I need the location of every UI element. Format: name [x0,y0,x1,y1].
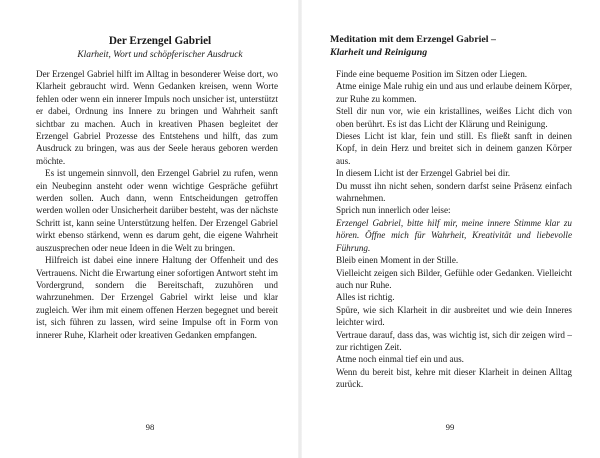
meditation-line: Finde eine bequeme Position im Sitzen oder Liegen. [336,69,528,79]
meditation-text [336,68,572,391]
book-gutter [298,0,302,458]
meditation-subtitle: Klarheit und Reinigung [330,46,428,58]
prayer-line: Erzengel Gabriel, bitte hilf mir, meine innere Stimme klar zu hören. Öffne mich für Wahrheit, Kreativität und liebevolle Führung. [336,217,572,253]
meditation-line: Du musst ihn nicht sehen, sondern darfst seine Präsenz einfach wahrnehmen. [336,180,572,204]
chapter-title: Der Erzengel Gabriel [108,35,212,47]
meditation-line: Wenn du bereit bist, kehre mit dieser Klarheit in deinen Alltag zurück. [336,366,572,390]
meditation-title: Meditation mit dem Erzengel Gabriel – [330,34,496,45]
meditation-line: Dieses Licht ist klar, fein und still. Es fließt sanft in deinen Kopf, in dein Herz und breitet sich in deinem ganzen Körper aus. [336,131,572,166]
chapter-subtitle: Klarheit, Wort und schöpferischer Ausdruck [77,50,243,60]
body-paragraph: Der Erzengel Gabriel hilft im Alltag in besonderer Weise dort, wo Klarheit gebraucht wird. Wenn Gedanken kreisen, wenn Worte fehlen oder wenn ein innerer Impuls noch unsicher ist, unterstützt er dabei, Ordnung ins Innere zu bringen und Wahrheit sanft sichtbar zu machen. Auch in kreativen Phasen begleitet der Erzengel Gabriel Prozesse des Entstehens und hilft, das zum Ausdruck zu bringen, was aus der Seele heraus geboren werden möchte. [36,69,278,166]
meditation-line: Vielleicht zeigen sich Bilder, Gefühle oder Gedanken. Vielleicht auch nur Ruhe. [336,267,572,290]
body-paragraph: Hilfreich ist dabei eine innere Haltung der Offenheit und des Vertrauens. Nicht die Erwartung einer sofortigen Antwort steht im Vordergrund, sondern die Bereitschaft, zuzuhören und wahrzunehmen. Der Erzengel Gabriel wirkt leise und klar zugleich. Wer ihm mit einem offenen Herzen begegnet und bereit ist, sich führen zu lassen, wird seine Impulse oft in Form von innerer Ruhe, Klarheit oder kreativen Gedanken empfangen. [36,255,278,340]
page-number-left: 98 [145,422,155,432]
meditation-line: Stell dir nun vor, wie ein kristallines, weißes Licht dich von oben berührt. Es ist das Licht der Klärung und Reinigung. [336,106,572,129]
body-paragraph: Es ist ungemein sinnvoll, den Erzengel Gabriel zu rufen, wenn ein Neubeginn ansteht oder wenn wichtige Gespräche geführt werden sollen. Auch dann, wenn Entscheidungen getroffen werden wollen oder Unsicherheit darüber besteht, was der nächste Schritt ist, kann seine Unterstützung helfen. Der Erzengel Gabriel wirkt ebenso stärkend, wenn es darum geht, die eigene Wahrheit auszusprechen oder neue Ideen in die Welt zu bringen. [36,168,278,253]
left-body-text [36,68,278,341]
page-number-right: 99 [445,422,455,432]
meditation-line: In diesem Licht ist der Erzengel Gabriel bei dir. [336,168,511,179]
meditation-line: Bleib einen Moment in der Stille. [336,255,459,266]
meditation-line: Atme noch einmal tief ein und aus. [336,354,464,365]
meditation-line: Sprich nun innerlich oder leise: [336,205,451,216]
meditation-line: Vertraue darauf, dass das, was wichtig ist, sich dir zeigen wird – zur richtigen Zeit. [336,329,572,352]
meditation-heading [330,34,570,59]
meditation-line: Spüre, wie sich Klarheit in dir ausbreitet und wie dein Inneres leichter wird. [336,304,572,328]
meditation-line: Alles ist richtig. [336,292,395,303]
meditation-line: Atme einige Male ruhig ein und aus und erlaube deinem Körper, zur Ruhe zu kommen. [336,81,572,104]
